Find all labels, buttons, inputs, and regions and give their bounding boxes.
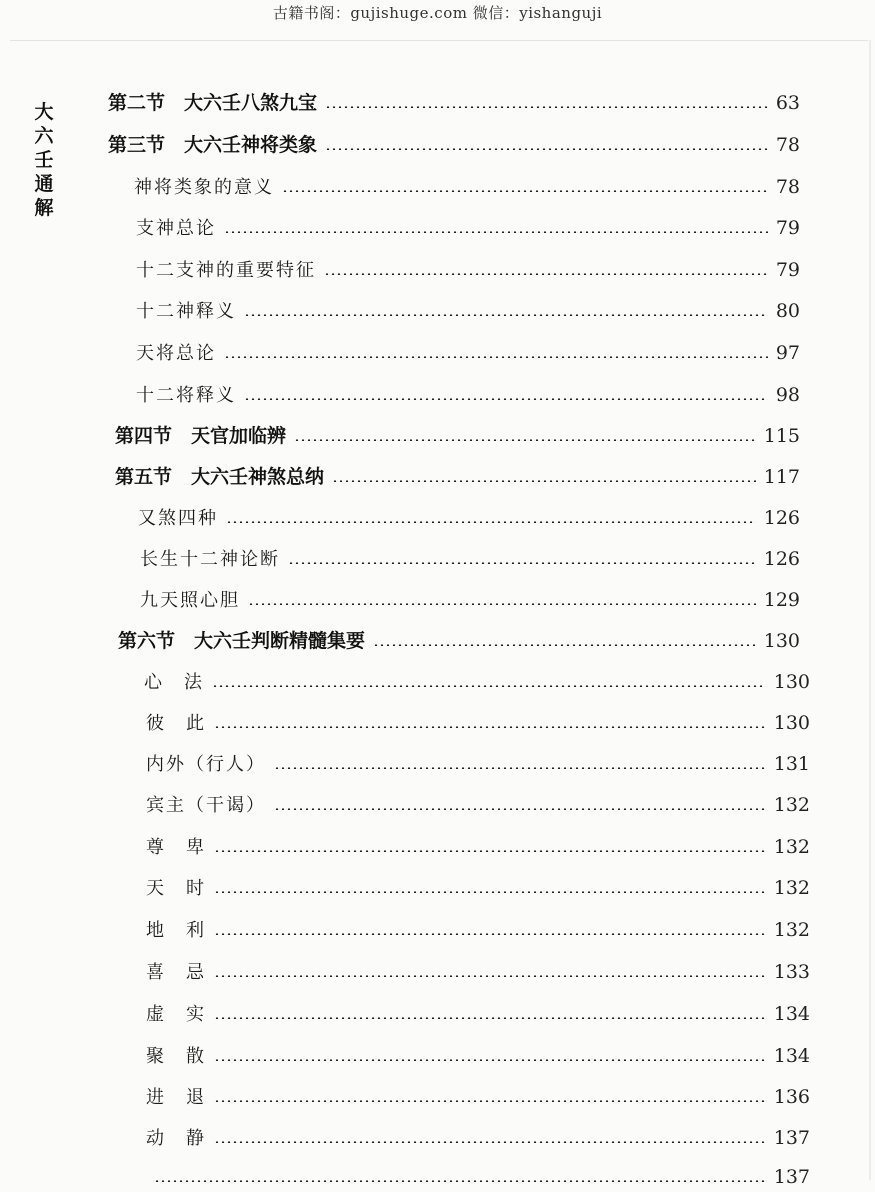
toc-page-number: 137: [773, 1166, 810, 1188]
side-title-char: 六: [34, 125, 54, 147]
toc-page-number: 115: [763, 425, 800, 447]
toc-section-entry: [118, 626, 800, 656]
dot-leader: [373, 644, 756, 646]
toc-page-number: 134: [773, 1045, 810, 1067]
toc-subentry: [134, 172, 800, 202]
toc-subentry: [146, 790, 810, 820]
toc-entry-title: 九天照心胆: [140, 590, 240, 611]
toc-page-number: 78: [775, 176, 800, 198]
dot-leader: [274, 808, 766, 810]
dot-leader: [214, 975, 766, 977]
toc-page-number: 126: [763, 548, 800, 570]
toc-page-number: 97: [775, 342, 800, 364]
dot-leader: [324, 273, 768, 275]
toc-entry-title: 第四节 天官加临辨: [115, 425, 287, 447]
toc-page-number: 130: [763, 630, 800, 652]
toc-subentry: [146, 1123, 810, 1153]
toc-page-number: 136: [773, 1086, 810, 1108]
toc-entry-title: 十二支神的重要特征: [136, 260, 316, 281]
toc-entry-title: 地 利: [146, 920, 206, 941]
dot-leader: [154, 1180, 766, 1182]
dot-leader: [214, 933, 766, 935]
toc-subentry: [146, 999, 810, 1029]
dot-leader: [224, 231, 768, 233]
toc-section-entry: [115, 421, 800, 451]
toc-entry-title: 虚 实: [146, 1004, 206, 1025]
toc-subentry: [136, 380, 800, 410]
toc-subentry: [138, 503, 800, 533]
toc-entry-title: 内外（行人）: [146, 754, 266, 775]
toc-page-number: 129: [763, 589, 800, 611]
toc-entry-title: 进 退: [146, 1087, 206, 1108]
toc-section-entry: [108, 88, 800, 118]
toc-entry-title: 动 静: [146, 1128, 206, 1149]
toc-subentry: [146, 957, 810, 987]
toc-subentry: [140, 544, 800, 574]
toc-entry-title: 长生十二神论断: [140, 549, 280, 570]
side-title-char: 壬: [34, 149, 54, 171]
toc-entry-title: 十二神释义: [136, 301, 236, 322]
watermark-text: 古籍书阁：gujishuge.com 微信：yishanguji: [272, 4, 603, 22]
dot-leader: [288, 562, 756, 564]
dot-leader: [214, 1059, 766, 1061]
dot-leader: [325, 106, 768, 108]
dot-leader: [294, 439, 756, 441]
toc-page-number: 78: [775, 134, 800, 156]
toc-entry-title: 第五节 大六壬神煞总纳: [115, 466, 325, 488]
dot-leader: [244, 314, 768, 316]
toc-subentry: [146, 915, 810, 945]
toc-page-number: 132: [773, 836, 810, 858]
toc-subentry: [140, 585, 800, 615]
toc-subentry: [144, 667, 810, 697]
toc-section-entry: [115, 462, 800, 492]
toc-entry-title: 第六节 大六壬判断精髓集要: [118, 630, 366, 652]
toc-entry-title: 天将总论: [136, 343, 216, 364]
toc-entry-title: 聚 散: [146, 1046, 206, 1067]
toc-subentry: [146, 1162, 810, 1192]
dot-leader: [214, 1017, 766, 1019]
toc-entry-title: 彼 此: [146, 713, 206, 734]
toc-entry-title: 心 法: [144, 672, 204, 693]
dot-leader: [332, 480, 756, 482]
toc-page-number: 130: [773, 671, 810, 693]
toc-page-number: 132: [773, 794, 810, 816]
toc-section-entry: [108, 130, 800, 160]
toc-page-number: 137: [773, 1127, 810, 1149]
dot-leader: [212, 685, 766, 687]
dot-leader: [325, 148, 768, 150]
toc-subentry: [136, 338, 800, 368]
toc-page-number: 117: [763, 466, 800, 488]
toc-entry-title: 第二节 大六壬八煞九宝: [108, 92, 318, 114]
toc-subentry: [146, 749, 810, 779]
toc-subentry: [146, 832, 810, 862]
toc-page-number: 79: [775, 217, 800, 239]
dot-leader: [248, 603, 756, 605]
toc-page-number: 126: [763, 507, 800, 529]
toc-subentry: [136, 213, 800, 243]
toc-page-number: 63: [775, 92, 800, 114]
toc-subentry: [146, 708, 810, 738]
toc-entry-title: 神将类象的意义: [134, 177, 274, 198]
toc-page-number: 80: [775, 300, 800, 322]
toc-subentry: [136, 296, 800, 326]
toc-entry-title: 宾主（干谒）: [146, 795, 266, 816]
toc-entry-title: 天 时: [146, 878, 206, 899]
toc-entry-title: 十二将释义: [136, 385, 236, 406]
toc-subentry: [136, 255, 800, 285]
toc-page-number: 132: [773, 919, 810, 941]
toc-entry-title: 又煞四种: [138, 508, 218, 529]
toc-page-number: 132: [773, 877, 810, 899]
dot-leader: [214, 891, 766, 893]
toc-page-number: 134: [773, 1003, 810, 1025]
toc-entry-title: 尊 卑: [146, 837, 206, 858]
toc-entry-title: 喜 忌: [146, 962, 206, 983]
dot-leader: [214, 850, 766, 852]
dot-leader: [226, 521, 756, 523]
dot-leader: [214, 1100, 766, 1102]
toc-page-number: 79: [775, 259, 800, 281]
toc-subentry: [146, 1041, 810, 1071]
toc-entry-title: 第三节 大六壬神将类象: [108, 134, 318, 156]
dot-leader: [274, 767, 766, 769]
dot-leader: [244, 398, 768, 400]
toc-page-number: 131: [773, 753, 810, 775]
dot-leader: [214, 726, 766, 728]
side-title-char: 解: [34, 197, 54, 219]
dot-leader: [224, 356, 768, 358]
toc-page-number: 98: [775, 384, 800, 406]
toc-page-number: 133: [773, 961, 810, 983]
toc-subentry: [146, 873, 810, 903]
dot-leader: [282, 190, 768, 192]
side-title-char: 通: [34, 173, 54, 195]
dot-leader: [214, 1141, 766, 1143]
side-title-char: 大: [34, 101, 54, 123]
toc-page-number: 130: [773, 712, 810, 734]
toc-entry-title: 支神总论: [136, 218, 216, 239]
toc-subentry: [146, 1082, 810, 1112]
